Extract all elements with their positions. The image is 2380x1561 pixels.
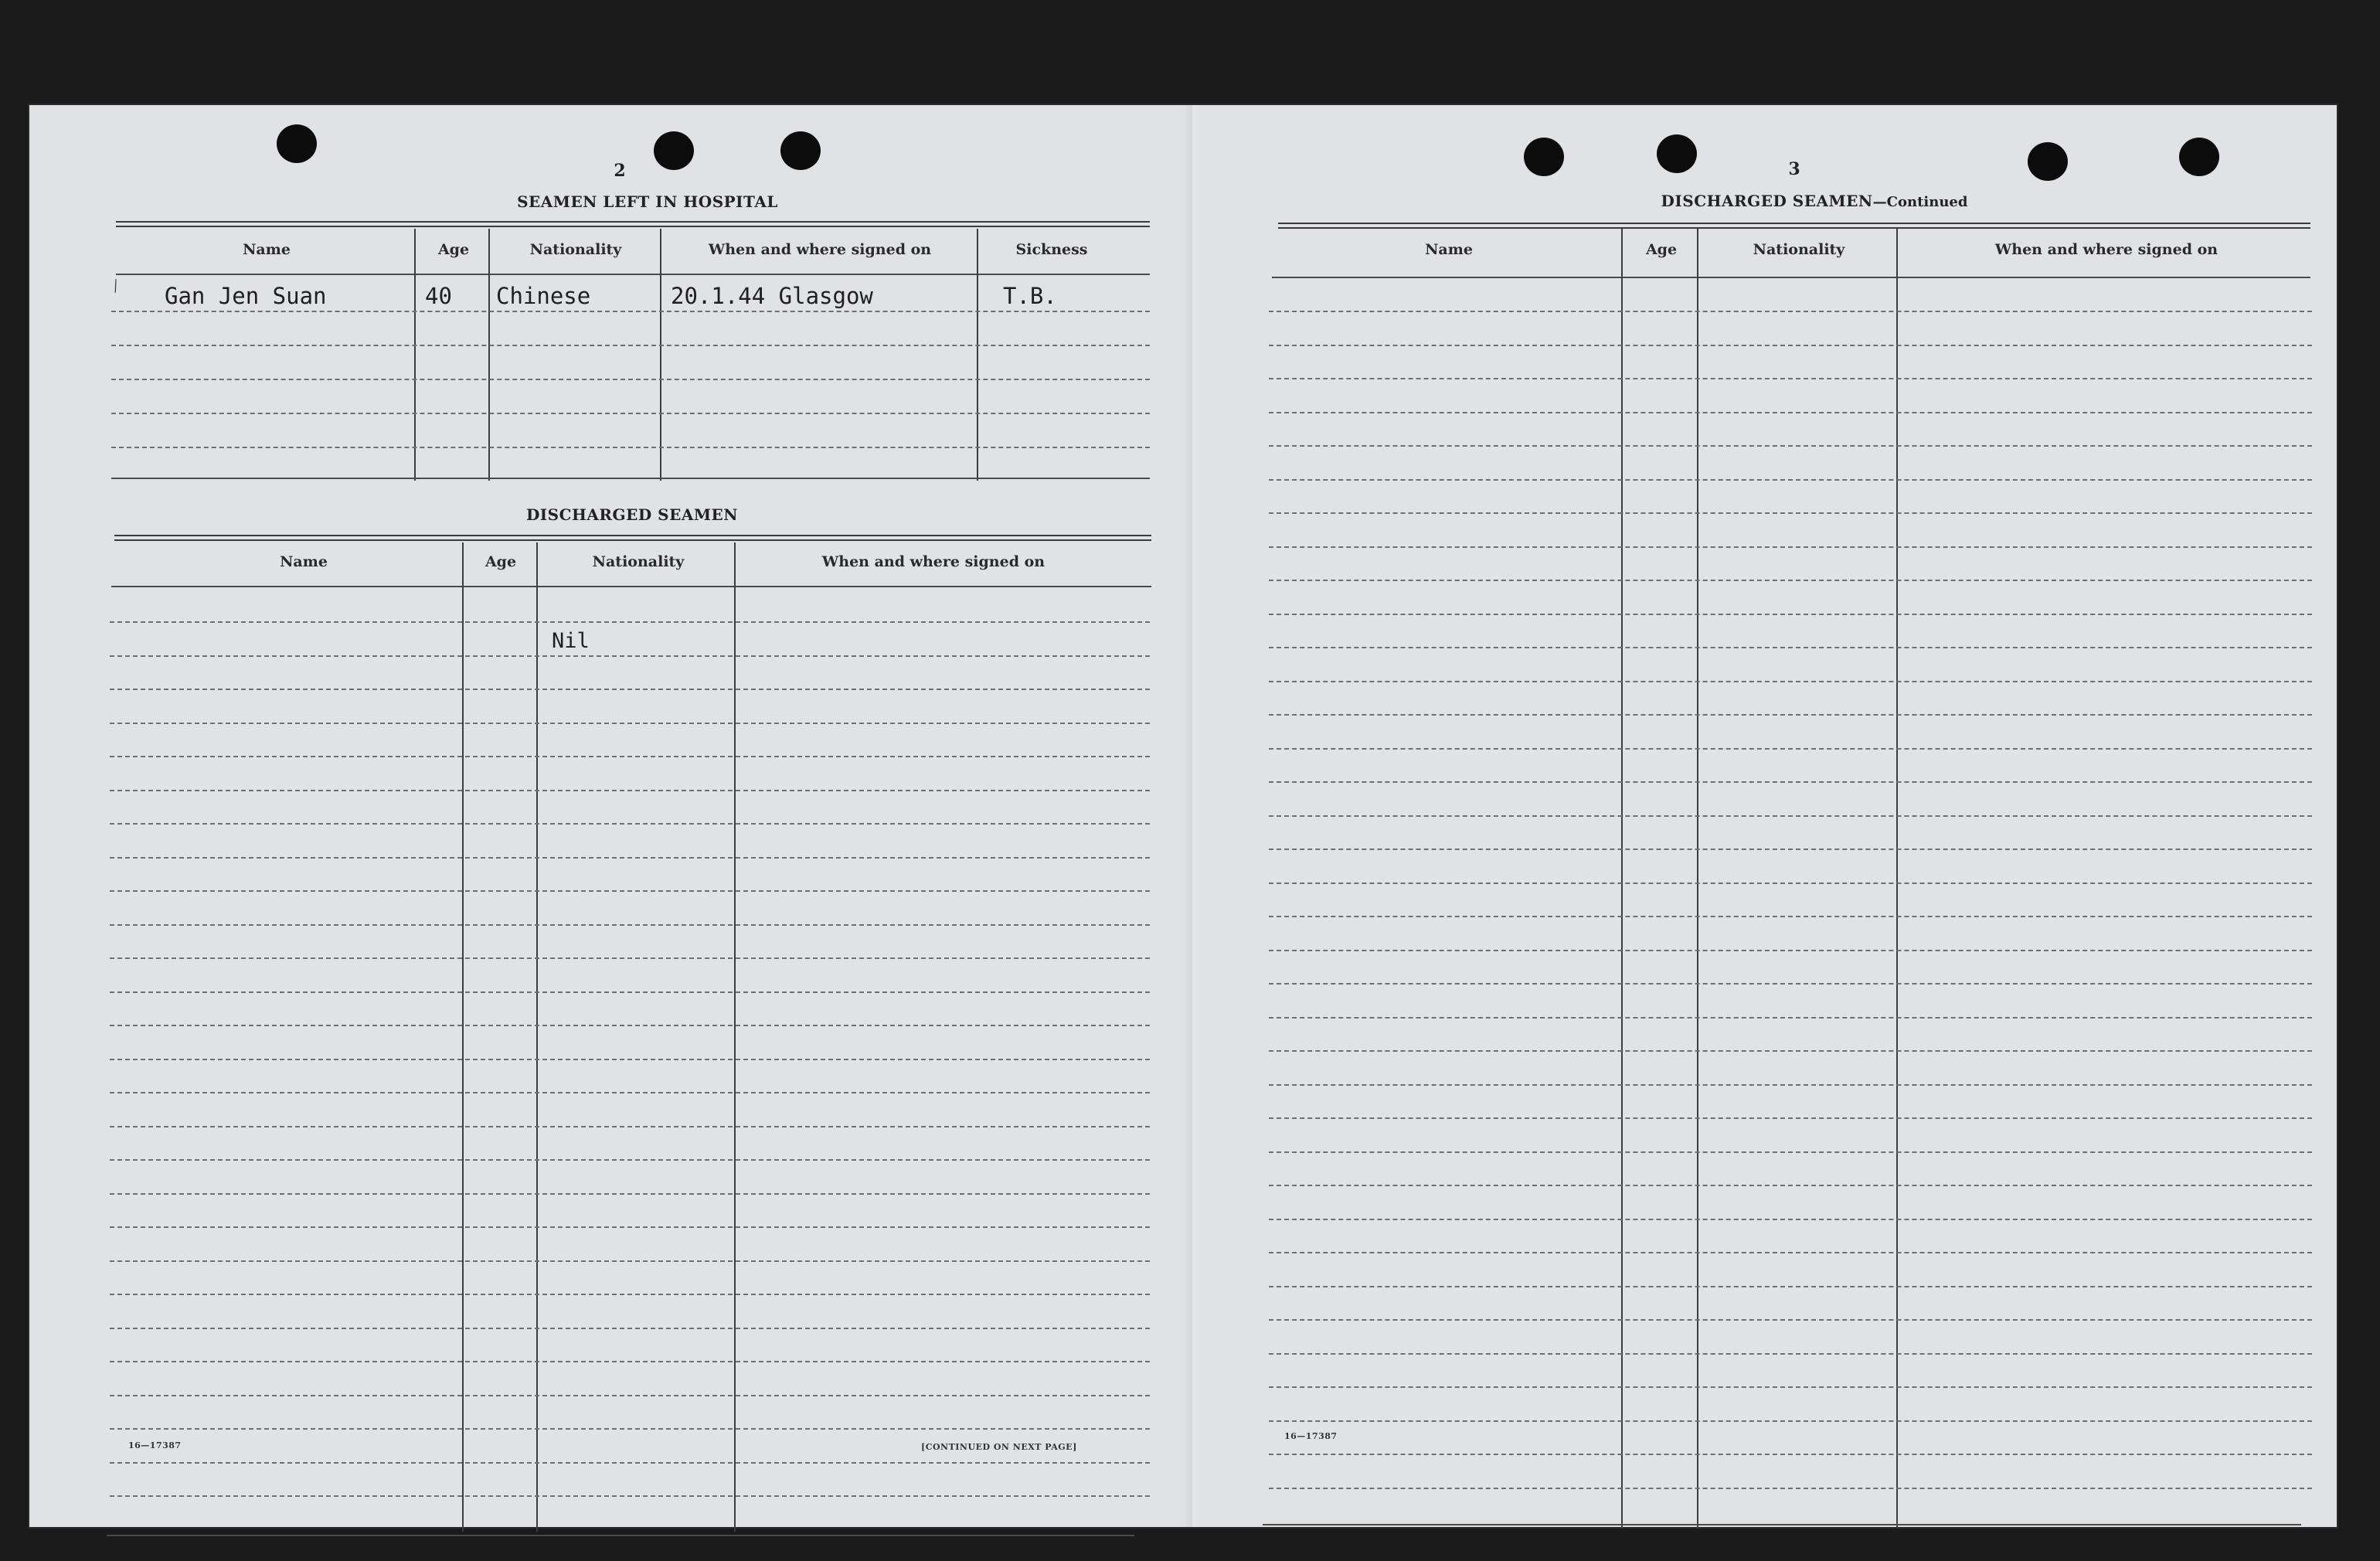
row-line [1269,1084,2312,1086]
column-divider [977,229,978,481]
row-line [110,857,1150,859]
table-bottom-rule [1263,1524,2301,1525]
row-line [1269,950,2312,951]
column-divider [536,542,538,1532]
entry-sickness: T.B. [1003,283,1057,309]
row-line [1269,1420,2312,1422]
row-line [1269,1319,2312,1321]
punch-hole [654,131,694,170]
nil-entry: Nil [552,629,590,653]
tick-mark: ﹨ [102,270,130,300]
row-line [1269,1252,2312,1253]
row-line [110,991,1150,993]
column-header-name: Name [280,553,328,570]
row-line [1269,781,2312,783]
row-line [1269,412,2312,413]
row-line [1269,445,2312,447]
column-header-nationality: Nationality [1753,241,1845,258]
punch-hole [1657,134,1697,173]
punch-hole [277,124,317,163]
row-line [111,311,1150,312]
entry-name: Gan Jen Suan [165,283,327,309]
column-divider [462,542,464,1532]
hospital-section-title: SEAMEN LEFT IN HOSPITAL [517,192,778,211]
punch-hole [2028,142,2068,181]
form-number: 16—17387 [1284,1431,1338,1441]
row-line [110,1193,1150,1195]
row-line [1269,580,2312,581]
punch-hole [2179,138,2219,176]
row-line [1269,681,2312,682]
form-sheet [29,105,2337,1527]
title-suffix: —Continued [1872,194,1968,210]
row-line [1269,479,2312,481]
row-line [1269,1286,2312,1287]
row-line [110,1059,1150,1060]
column-header-signed-on: When and where signed on [708,241,932,258]
row-line [110,1294,1150,1295]
row-line [1269,546,2312,548]
row-line [110,890,1150,892]
row-line [1269,983,2312,985]
column-header-nationality: Nationality [529,241,622,258]
discharged-section-title: DISCHARGED SEAMEN [525,505,739,524]
entry-signed-on: 20.1.44 Glasgow [671,283,873,309]
row-line [1269,1151,2312,1153]
row-line [1269,1017,2312,1019]
row-line [1269,1050,2312,1052]
row-line [1269,883,2312,884]
row-line [110,723,1150,724]
row-line [1269,614,2312,615]
row-line [1269,378,2312,379]
row-line [1269,714,2312,716]
row-line [110,1328,1150,1329]
column-divider [488,229,490,481]
row-line [110,957,1150,959]
column-header-nationality: Nationality [592,553,685,570]
column-header-age: Age [437,241,470,258]
column-header-signed-on: When and where signed on [1994,241,2218,258]
row-line [1269,647,2312,648]
row-line [110,621,1150,623]
page-number: 3 [1788,159,1800,179]
column-divider [1621,229,1623,1529]
row-line [111,447,1150,448]
table-bottom-rule [107,1535,1134,1536]
column-header-age: Age [484,553,517,570]
row-line [110,1428,1150,1430]
row-line [110,1092,1150,1093]
continued-note: [CONTINUED ON NEXT PAGE] [921,1442,1077,1452]
row-line [1269,1454,2312,1455]
punch-hole [1524,138,1564,176]
row-line [1269,512,2312,514]
row-line [1269,1386,2312,1388]
column-header-signed-on: When and where signed on [821,553,1046,570]
section-rule [116,221,1150,223]
form-number: 16—17387 [128,1440,182,1450]
row-line [1269,748,2312,750]
header-rule [1272,277,2310,278]
row-line [111,379,1150,380]
row-line [1269,1117,2312,1119]
row-line [110,1126,1150,1127]
discharged-continued-title [1544,192,2085,210]
column-divider [1896,229,1898,1529]
row-line [110,756,1150,757]
entry-nationality: Chinese [496,283,591,309]
column-header-name: Name [243,241,291,258]
column-divider [734,542,736,1532]
title-main: DISCHARGED SEAMEN [1661,192,1873,210]
row-line [1269,311,2312,312]
row-line [110,689,1150,690]
row-line [110,1395,1150,1396]
punch-hole [780,131,821,170]
row-line [110,1361,1150,1362]
row-line [110,1462,1150,1464]
column-divider [414,229,416,481]
row-line [1269,345,2312,346]
section-rule [114,535,1151,536]
header-rule [111,586,1151,587]
row-line [110,1260,1150,1262]
row-line [110,1226,1150,1228]
row-line [1269,916,2312,917]
row-line [110,1495,1150,1497]
row-line [1269,815,2312,817]
row-line [110,924,1150,926]
row-line [110,1025,1150,1026]
row-line [1269,849,2312,850]
table-bottom-rule [111,478,1150,479]
column-header-sickness: Sickness [1015,241,1088,258]
column-header-age: Age [1645,241,1678,258]
column-divider [1697,229,1698,1529]
row-line [110,1159,1150,1161]
row-line [110,790,1150,791]
header-rule [116,274,1150,275]
row-line [110,655,1150,657]
page-fold [1182,105,1202,1527]
row-line [110,823,1150,825]
row-line [111,413,1150,414]
row-line [1269,1185,2312,1186]
row-line [1269,1488,2312,1489]
column-divider [660,229,661,481]
column-header-name: Name [1425,241,1473,258]
page-number: 2 [614,161,626,181]
row-line [1269,1353,2312,1355]
section-rule [1278,223,2310,224]
row-line [111,345,1150,346]
row-line [1269,1219,2312,1220]
entry-age: 40 [425,283,452,309]
